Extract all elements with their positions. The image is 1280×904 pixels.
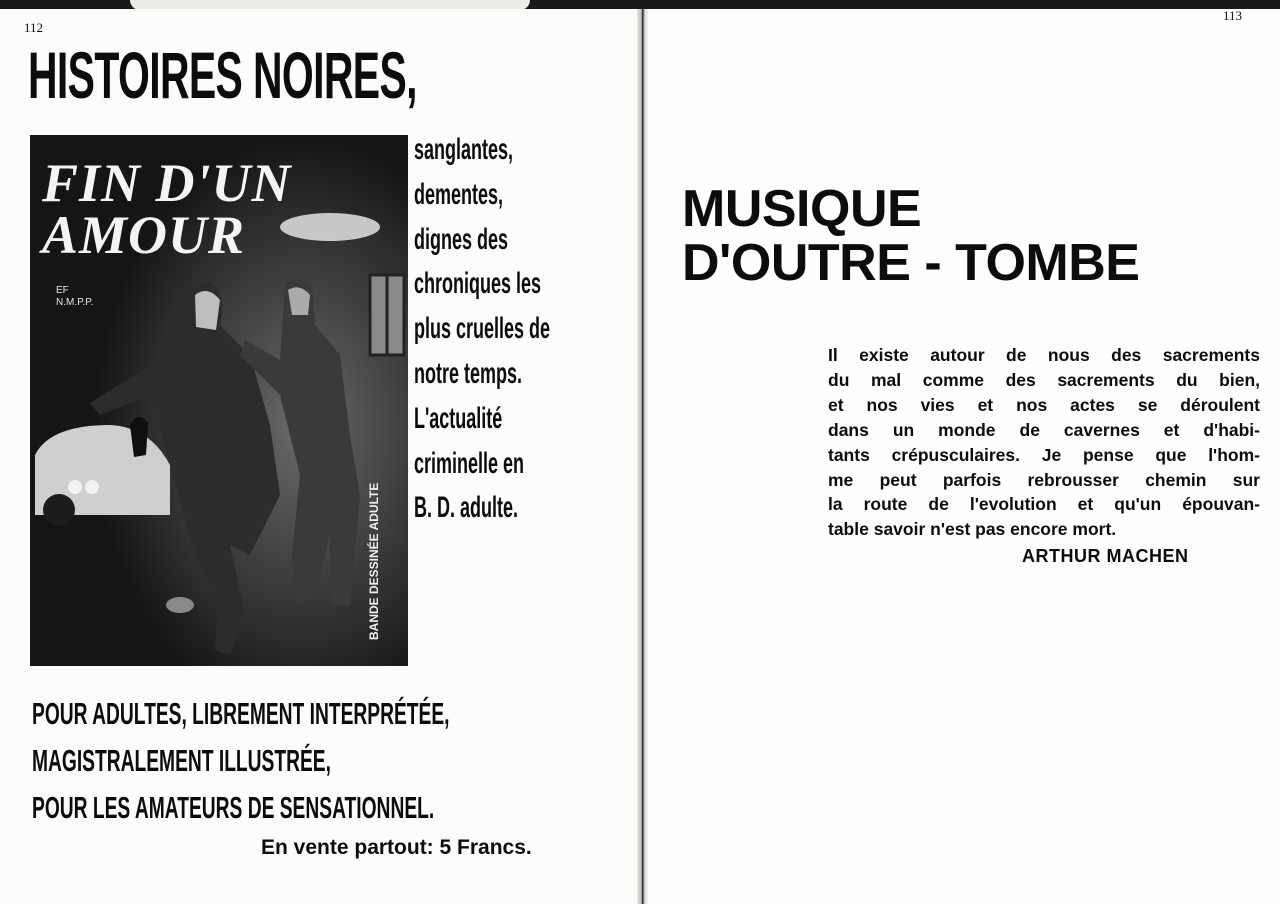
side-text-line: chroniques les xyxy=(414,267,542,301)
headline: HISTOIRES NOIRES, xyxy=(28,38,417,112)
cover-publisher-line-2: N.M.P.P. xyxy=(56,297,94,308)
side-text-line: sanglantes, xyxy=(414,133,514,166)
page-number-left: 112 xyxy=(24,20,44,35)
quote-author: ARTHUR MACHEN xyxy=(1022,546,1189,566)
cover-publisher xyxy=(56,285,93,309)
promo-line: POUR LES AMATEURS DE SENSATIONNEL. xyxy=(32,790,435,825)
quote-line: dans un monde de cavernes et d'habi- xyxy=(828,419,1260,440)
quote-line: tants crépusculaires. Je pense que l'hom- xyxy=(828,444,1260,465)
side-text-line: dignes des xyxy=(414,222,509,256)
chapter-title-line-1: MUSIQUE xyxy=(682,180,922,238)
epigraph-quote xyxy=(828,343,1260,542)
side-text-line: L'actualité xyxy=(414,401,503,435)
chapter-title xyxy=(682,182,1139,290)
quote-line: et nos vies et nos actes se déroulent xyxy=(828,394,1260,415)
quote-line: la route de l'evolution et qu'un épouvan- xyxy=(828,494,1260,515)
cover-title-line-1: FIN D'UN xyxy=(42,153,292,213)
quote-line: du mal comme des sacrements du bien, xyxy=(828,369,1260,390)
promo-text xyxy=(32,690,705,831)
smoke-shape xyxy=(280,213,380,241)
cover-side-text xyxy=(414,128,641,531)
side-text-line: dementes, xyxy=(414,177,504,211)
promo-line: POUR ADULTES, LIBREMENT INTERPRÉTÉE, xyxy=(32,696,450,731)
price-line: En vente partout: 5 Francs. xyxy=(261,836,532,859)
quote-line: Il existe autour de nous des sacrements xyxy=(828,345,1260,365)
quote-line: me peut parfois rebrousser chemin sur xyxy=(828,469,1260,490)
chapter-title-line-2: D'OUTRE - TOMBE xyxy=(682,234,1140,292)
page-number-right: 113 xyxy=(1223,8,1243,23)
side-text-line: plus cruelles de xyxy=(414,312,551,346)
comic-cover-image xyxy=(30,135,408,666)
cover-title-line-2: AMOUR xyxy=(42,205,246,265)
side-text-line: criminelle en xyxy=(414,446,525,480)
cover-title xyxy=(42,153,292,265)
cover-spine-text: BANDE DESSINÉE ADULTE xyxy=(367,482,381,640)
side-text-line: B. D. adulte. xyxy=(414,491,519,525)
quote-line: table savoir n'est pas encore mort. xyxy=(828,519,1117,540)
promo-line: MAGISTRALEMENT ILLUSTRÉE, xyxy=(32,743,331,778)
side-text-line: notre temps. xyxy=(414,356,523,390)
cover-publisher-line-1: EF xyxy=(56,285,69,296)
